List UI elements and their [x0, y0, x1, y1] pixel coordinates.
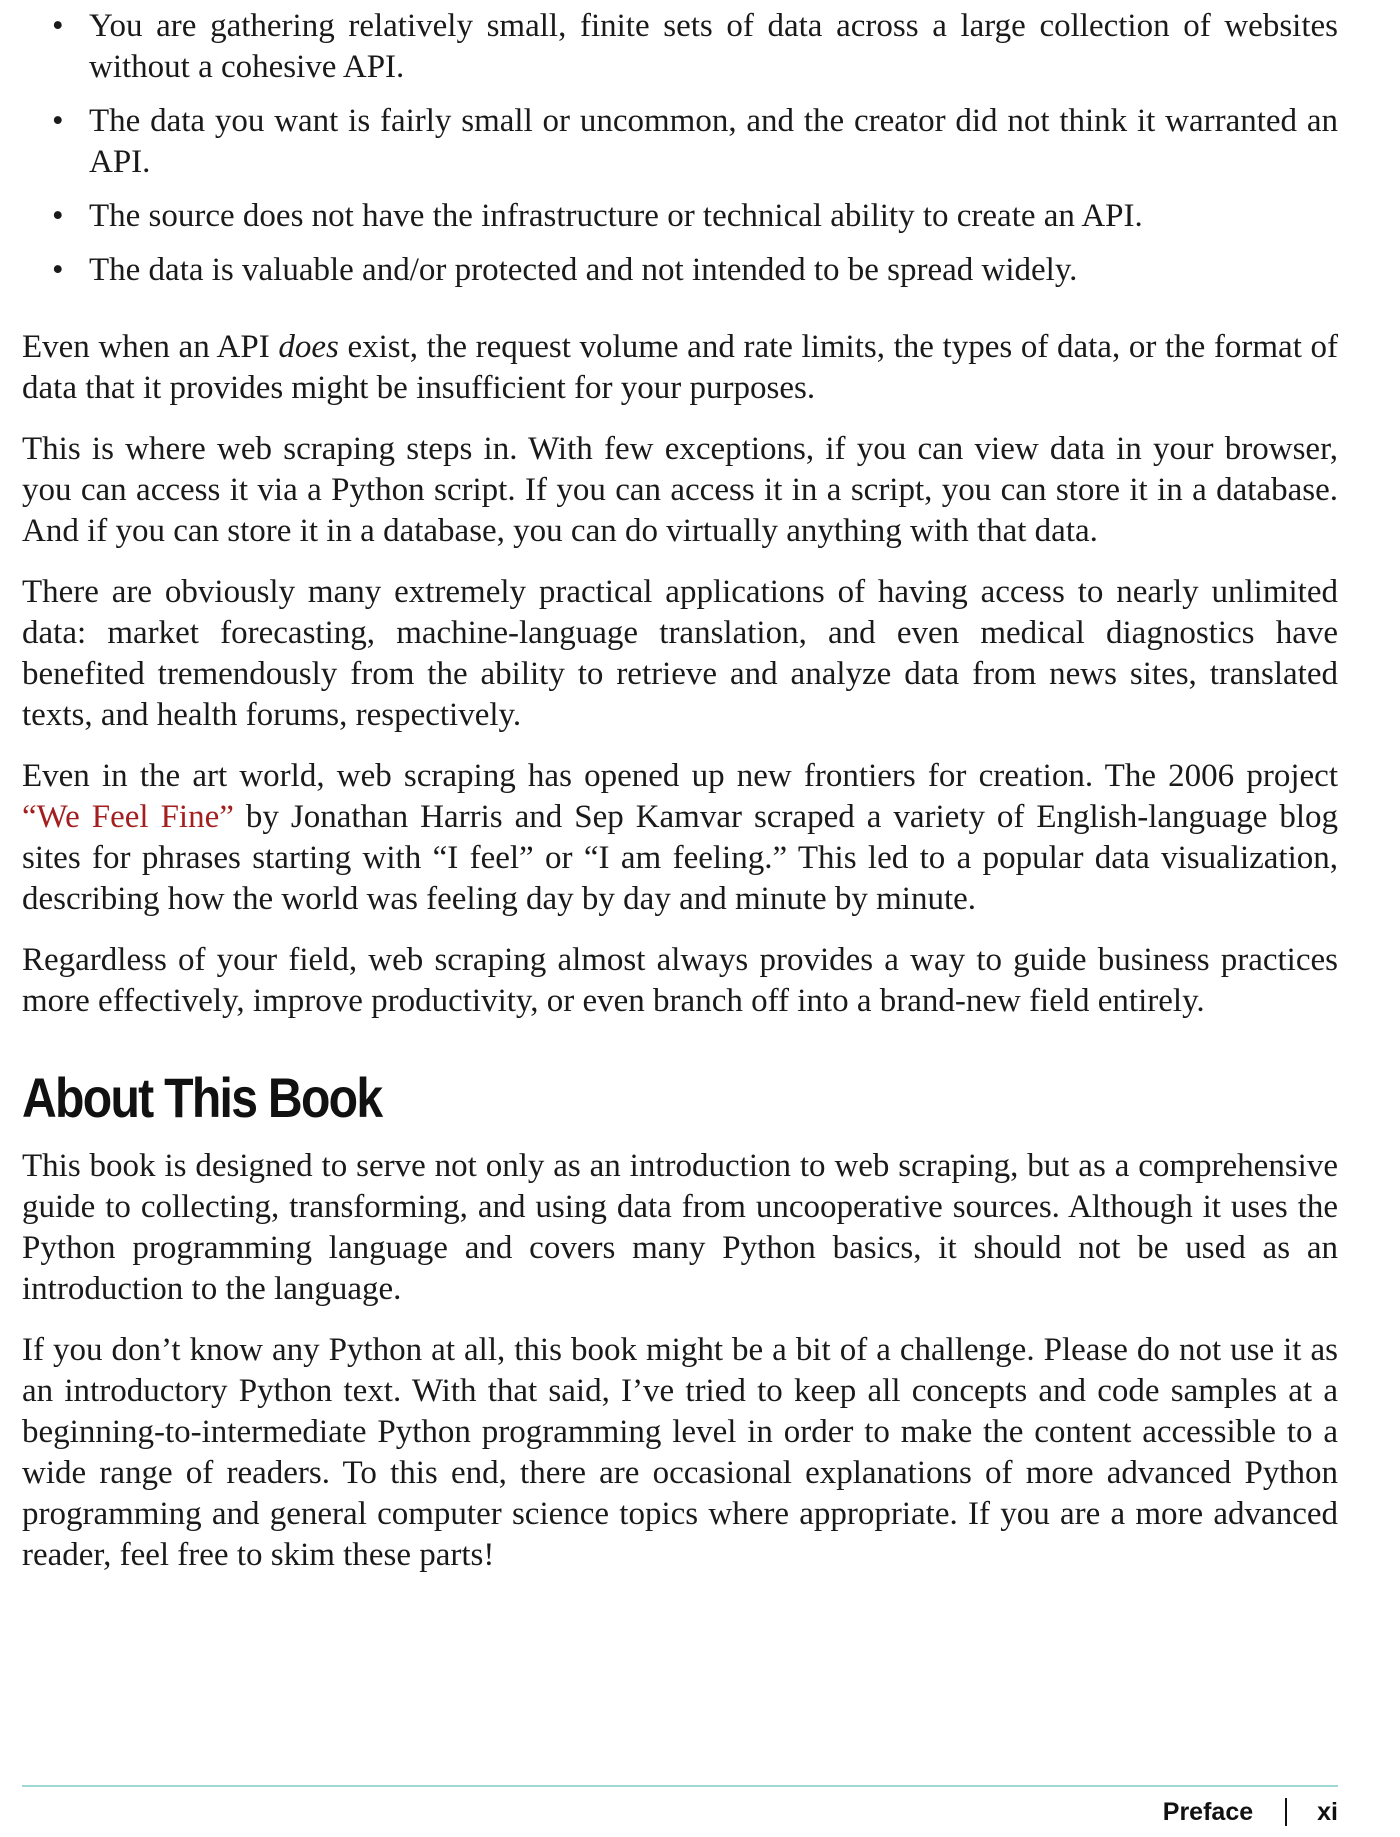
section-heading: About This Book: [22, 1066, 382, 1129]
paragraph-text: exist, the request volume and rate limits, the types of data, or the format of data that it provides might be insufficient for your purposes.: [22, 329, 1338, 406]
bullet-icon: •: [52, 103, 64, 139]
paragraph-web-scraping: This is where web scraping steps in. With few exceptions, if you can view data in your browser, you can access it via a Python script. If you can access it in a script, you can store it in a database. And if you can store it in a database, you can do virtually anything with that data.: [22, 431, 1338, 549]
paragraph-text: Even in the art world, web scraping has opened up new frontiers for creation. The 2006 project: [22, 758, 1338, 794]
bullet-icon: •: [52, 252, 64, 288]
footer-separator: [1285, 1798, 1287, 1826]
list-item-text: The data is valuable and/or protected and not intended to be spread widely.: [89, 252, 1078, 288]
paragraph-text: by Jonathan Harris and Sep Kamvar scraped a variety of English-language blog sites for phrases starting with “I feel” or “I am feeling.” This led to a popular data visualization, describing how the world was feeling day by day and minute by minute.: [22, 799, 1338, 917]
paragraph-art-world: [22, 756, 1338, 920]
page-content: [22, 6, 1338, 1596]
list-item: [22, 101, 1338, 183]
footer-divider: [22, 1785, 1338, 1787]
paragraph-api-limits: [22, 327, 1338, 409]
paragraph-python-level: If you don’t know any Python at all, this book might be a bit of a challenge. Please do not use it as an introductory Python text. With that said, I’ve tried to keep all concepts and code samples at a beginning-to-intermediate Python programming level in order to make the content accessible to a wide range of readers. To this end, there are occasional explanations of more advanced Python programming and general computer science topics where appropriate. If you are a more advanced reader, feel free to skim these parts!: [22, 1332, 1338, 1573]
bullet-list: [22, 6, 1338, 291]
bullet-icon: •: [52, 198, 64, 234]
page-footer: [1163, 1797, 1338, 1827]
paragraph-regardless: Regardless of your field, web scraping almost always provides a way to guide business practices more effectively, improve productivity, or even branch off into a brand-new field entirely.: [22, 942, 1338, 1019]
list-item-text: The data you want is fairly small or uncommon, and the creator did not think it warranted an API.: [89, 103, 1338, 180]
paragraph-applications: There are obviously many extremely practical applications of having access to nearly unlimited data: market forecasting, machine-language translation, and even medical diagnostics have benefited tremendously from the ability to retrieve and analyze data from news sites, translated texts, and health forums, respectively.: [22, 574, 1338, 733]
list-item: [22, 196, 1338, 237]
list-item: [22, 6, 1338, 88]
page-number: xi: [1317, 1798, 1338, 1826]
list-item: [22, 250, 1338, 291]
paragraph-book-intro: This book is designed to serve not only as an introduction to web scraping, but as a comprehensive guide to collecting, transforming, and using data from uncooperative sources. Although it uses the Python programming language and covers many Python basics, it should not be used as an introduction to the language.: [22, 1148, 1338, 1307]
list-item-text: You are gathering relatively small, finite sets of data across a large collection of websites without a cohesive API.: [89, 8, 1338, 85]
list-item-text: The source does not have the infrastructure or technical ability to create an API.: [89, 198, 1143, 234]
bullet-icon: •: [52, 8, 64, 44]
paragraph-text: Even when an API: [22, 329, 279, 365]
footer-section-name: Preface: [1162, 1798, 1254, 1826]
emphasis-text: does: [278, 329, 339, 365]
we-feel-fine-link[interactable]: “We Feel Fine”: [22, 799, 234, 835]
